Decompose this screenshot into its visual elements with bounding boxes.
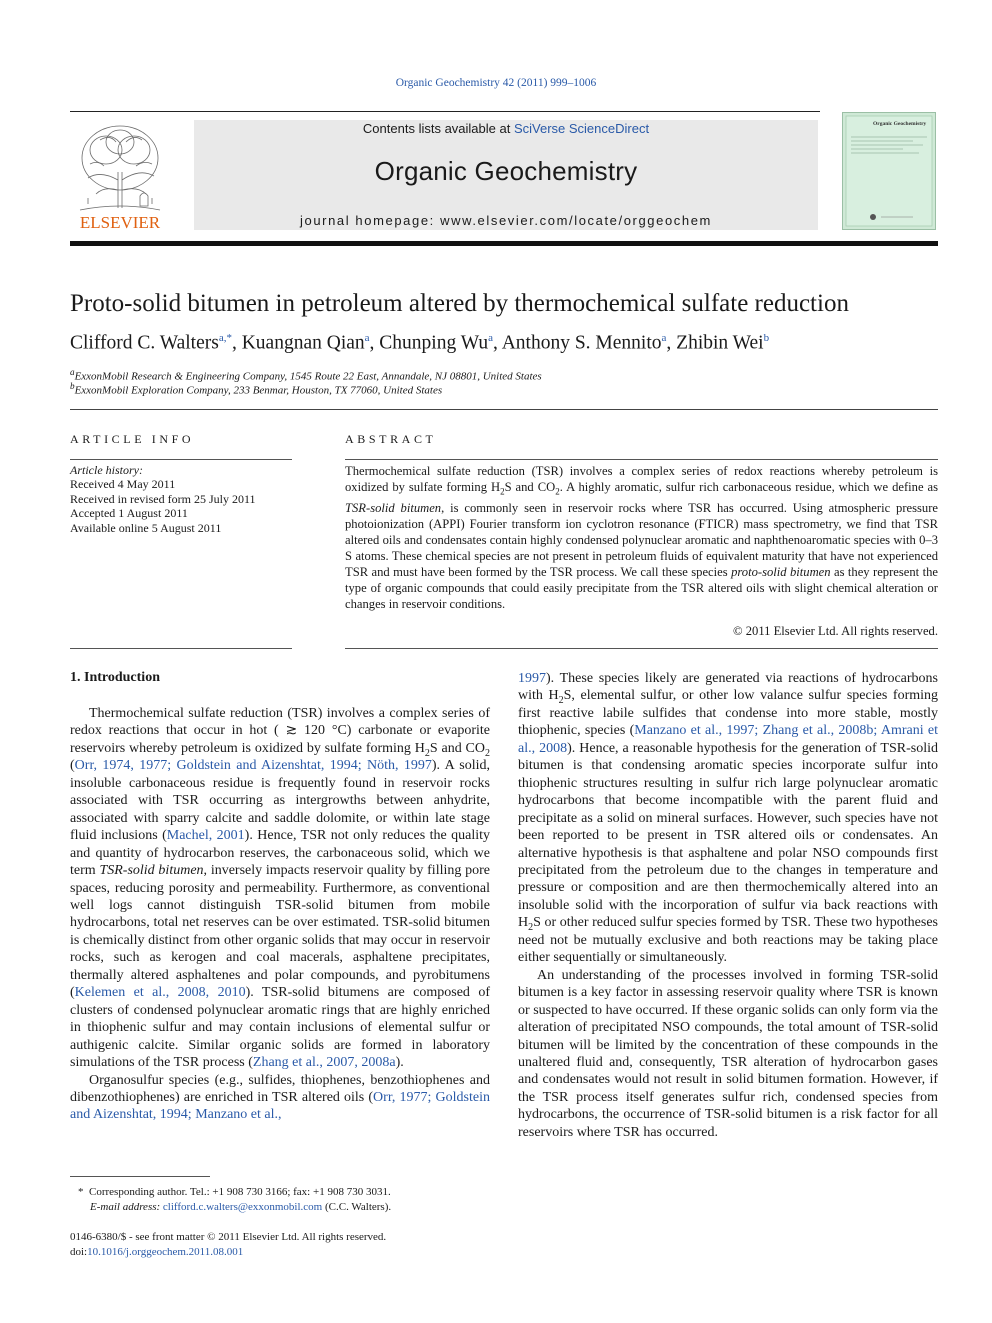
citation-link[interactable]: 1997 xyxy=(518,671,546,686)
journal-cover-thumbnail xyxy=(842,112,936,230)
header-rule xyxy=(70,111,820,112)
author-affil-mark[interactable]: a xyxy=(661,332,667,344)
journal-banner xyxy=(194,120,818,230)
author-name: Chunping Wu xyxy=(379,332,489,354)
sciencedirect-link[interactable]: SciVerse ScienceDirect xyxy=(513,121,650,136)
header-thick-rule xyxy=(70,241,938,246)
author-name: Clifford C. Walters xyxy=(70,332,219,354)
history-label: Article history: xyxy=(70,463,143,477)
corresponding-text: Corresponding author. Tel.: +1 908 730 3166; fax: +1 908 730 3031. xyxy=(89,1186,391,1198)
divider xyxy=(70,648,292,649)
contents-prefix: Contents lists available at xyxy=(362,121,514,136)
author-name: Zhibin Wei xyxy=(676,332,764,354)
author-affil-mark[interactable]: a xyxy=(364,332,370,344)
contents-line xyxy=(194,121,818,136)
citation-link[interactable]: Manzano et al., 1997; Zhang et al., 2008b; Amrani et al., 2008 xyxy=(518,723,938,756)
author-affil-mark[interactable]: a,* xyxy=(218,332,232,344)
citation-link[interactable]: Orr, 1974, 1977; Goldstein and Aizenshtat, 1994; Nöth, 1997 xyxy=(74,758,432,774)
article-info-heading: ARTICLE INFO xyxy=(70,432,195,446)
corresponding-author-note: * Corresponding author. Tel.: +1 908 730 3166; fax: +1 908 730 3031. xyxy=(78,1186,391,1198)
abstract-body: Thermochemical sulfate reduction (TSR) involves a complex series of redox reactions whereby petroleum is oxidized by sulfate forming $H_2S$ and $CO_2$. A highly aromatic, sulfur rich carbonaceous residue, which we define as TSR-solid bitumen, is commonly seen in reservoir rocks where TSR has occurred. Using atmospheric pressure photoionization (APPI) Fourier transform ion cyclotron resonance (FTICR) mass spectrometry, we find that TSR altered oils and condensates contain highly condensed polynuclear aromatic and naphthenoaromatic species with 0–3 S atoms. These chemical species are not present in petroleum fluids of equivalent maturity that have not experienced TSR and must have been formed by the TSR process. We call these species proto-solid bitumen as they represent the type of organic compounds that could easily precipitate from the TSR altered oils with slight chemical alteration or changes in reservoir conditions. xyxy=(345,464,939,612)
section-heading-introduction: 1. Introduction xyxy=(70,670,160,685)
history-online: Available online 5 August 2011 xyxy=(70,520,222,535)
author-affil-mark[interactable]: a xyxy=(488,332,494,344)
author-name: Anthony S. Mennito xyxy=(501,332,662,354)
paragraph: 1997). These species likely are generated via reactions of hydrocarbons with $H_2S$, elemental sulfur, or other low valance sulfur species forming first reactive labile sulfides that condense into more stable, mostly thiophenic, species (Manzano et al., 1997; Zhang et al., 2008b; Amrani et al., 2008). Hence, a reasonable hypothesis for the generation of TSR-solid bitumen is that condensing aromatic species incorporate sulfur into thiophenic structures resulting in sulfur rich large polynuclear aromatic hydrocarbons that become incompatible with the parent fluid and precipitate as a solid on mineral surfaces. However, such species have not been reported to be present in TSR altered oils or condensates. An alternative hypothesis is that asphaltene and polar NSO compounds first precipitated from the petroleum due to the changes in temperature and pressure or composition and are then thermochemically altered into an insoluble solid with the incorporation of sulfur via back reactions with $H_2S$ or other reduced sulfur species formed by TSR. These two hypotheses need not be mutually exclusive and both reactions may be taking place either sequentially or simultaneously. xyxy=(518,671,939,966)
publisher-wordmark: ELSEVIER xyxy=(79,213,161,232)
doi-link[interactable]: 10.1016/j.orggeochem.2011.08.001 xyxy=(87,1245,244,1258)
paragraph: Organosulfur species (e.g., sulfides, thiophenes, benzothiophenes and dibenzothiophenes) are enriched in TSR altered oils (Orr, 1977; Goldstein and Aizenshtat, 1994; Manzano et al., xyxy=(70,1072,490,1123)
article-title: Proto-solid bitumen in petroleum altered by thermochemical sulfate reduction xyxy=(70,290,849,317)
citation-link[interactable]: Orr, 1977; Goldstein and Aizenshtat, 1994; Manzano et al., xyxy=(70,1089,490,1123)
author-name: Kuangnan Qian xyxy=(241,332,365,354)
history-revised: Received in revised form 25 July 2011 xyxy=(70,491,256,506)
body-column-left xyxy=(70,705,490,1124)
email-link[interactable]: clifford.c.walters@exxonmobil.com xyxy=(162,1200,323,1213)
footnote xyxy=(70,1185,490,1214)
citation-link[interactable]: Zhang et al., 2007, 2008a xyxy=(252,1055,396,1071)
author-affil-mark[interactable]: b xyxy=(763,332,770,344)
affiliation-text: ExxonMobil Exploration Company, 233 Benmar, Houston, TX 77060, United States xyxy=(74,384,443,397)
doi-label: doi: xyxy=(70,1245,88,1258)
history-accepted: Accepted 1 August 2011 xyxy=(70,506,188,521)
journal-homepage[interactable]: journal homepage: www.elsevier.com/locate/orggeochem xyxy=(300,213,712,228)
email-suffix: (C.C. Walters). xyxy=(324,1200,392,1213)
divider xyxy=(70,459,292,460)
journal-reference[interactable]: Organic Geochemistry 42 (2011) 999–1006 xyxy=(395,77,597,89)
journal-name: Organic Geochemistry xyxy=(374,156,638,186)
affiliation-text: ExxonMobil Research & Engineering Company, 1545 Route 22 East, Annandale, NJ 08801, United States xyxy=(74,370,542,383)
history-received: Received 4 May 2011 xyxy=(70,477,176,492)
elsevier-logo xyxy=(70,120,170,232)
front-matter xyxy=(70,1230,490,1259)
divider xyxy=(345,459,938,460)
paragraph: Thermochemical sulfate reduction (TSR) involves a complex series of redox reactions that occur in hot ( ≳ 120 °C) carbonate or evaporite reservoirs whereby petroleum is oxidized by sulfate forming $H_2S$ and $CO_2$ (Orr, 1974, 1977; Goldstein and Aizenshtat, 1994; Nöth, 1997). A solid, insoluble carbonaceous residue is frequently found in reservoir rocks associated with TSR occurring as intergrowths between anhydrite, associated with sparry calcite and saddle dolomite, or within late stage fluid inclusions (Machel, 2001). Hence, TSR not only reduces the quality and quantity of hydrocarbon reserves, the carbonaceous solid, which we term TSR-solid bitumen, inversely impacts reservoir quality by filling pore spaces, reducing porosity and permeability. Furthermore, as conventional well logs cannot distinguish TSR-solid bitumen from mobile hydrocarbons, total net reserves can be over estimated. TSR-solid bitumen is chemically distinct from other organic solids that may occur in reservoir rocks, such as kerogen and coal macerals, asphaltene precipitates, thermally altered asphaltenes and polar compounds, and pyrobitumens (Kelemen et al., 2008, 2010). TSR-solid bitumens are composed of clusters of condensed polynuclear aromatic rings that are highly enriched in thiophenic sulfur and may contain inclusions of elemental sulfur or authigenic calcite. Similar organic solids are formed in laboratory simulations of the TSR process (Zhang et al., 2007, 2008a). xyxy=(70,706,491,1071)
issn-line: 0146-6380/$ - see front matter © 2011 Elsevier Ltd. All rights reserved. xyxy=(70,1231,387,1243)
article-history xyxy=(70,463,292,535)
cover-title: Organic Geochemistry xyxy=(873,121,927,127)
abstract-heading: ABSTRACT xyxy=(345,432,437,446)
copyright-notice: © 2011 Elsevier Ltd. All rights reserved. xyxy=(733,624,938,638)
doi-line xyxy=(70,1245,490,1260)
divider xyxy=(345,648,938,649)
affiliation-a: $^a$ExxonMobil Research & Engineering Company, 1545 Route 22 East, Annandale, NJ 08801, United States xyxy=(70,367,542,383)
paragraph: An understanding of the processes involved in forming TSR-solid bitumen is a key factor in assessing reservoir quality where TSR is known or suspected to have occurred. If these organic solids can only form via the alteration of precipitated NSO compounds, the total amount of TSR-solid bitumen will be limited by the concentration of these compounds in the unaltered fluid and, consequently, TSR alteration of hydrocarbon gases and condensates would not result in solid bitumen formation. However, if the TSR process itself generates sulfur rich, condensed species from hydrocarbons, the occurrence of TSR-solid bitumen is a risk factor for all reservoirs where TSR has occurred. xyxy=(518,967,938,1140)
email-label: E-mail address: xyxy=(90,1200,161,1213)
divider xyxy=(70,409,938,410)
citation-link[interactable]: Kelemen et al., 2008, 2010 xyxy=(74,985,246,1001)
affiliation-b: $^b$ExxonMobil Exploration Company, 233 Benmar, Houston, TX 77060, United States xyxy=(70,381,443,397)
author-list: Clifford C. Walters$^{a,*}$, Kuangnan Qian$^a$, Chunping Wu$^a$, Anthony S. Mennito$^a$, Zhibin Wei$^b$ xyxy=(70,332,770,354)
email-line xyxy=(70,1200,490,1215)
body-column-right xyxy=(518,670,938,1141)
citation-link[interactable]: Machel, 2001 xyxy=(166,828,245,844)
footnote-rule xyxy=(70,1176,210,1177)
